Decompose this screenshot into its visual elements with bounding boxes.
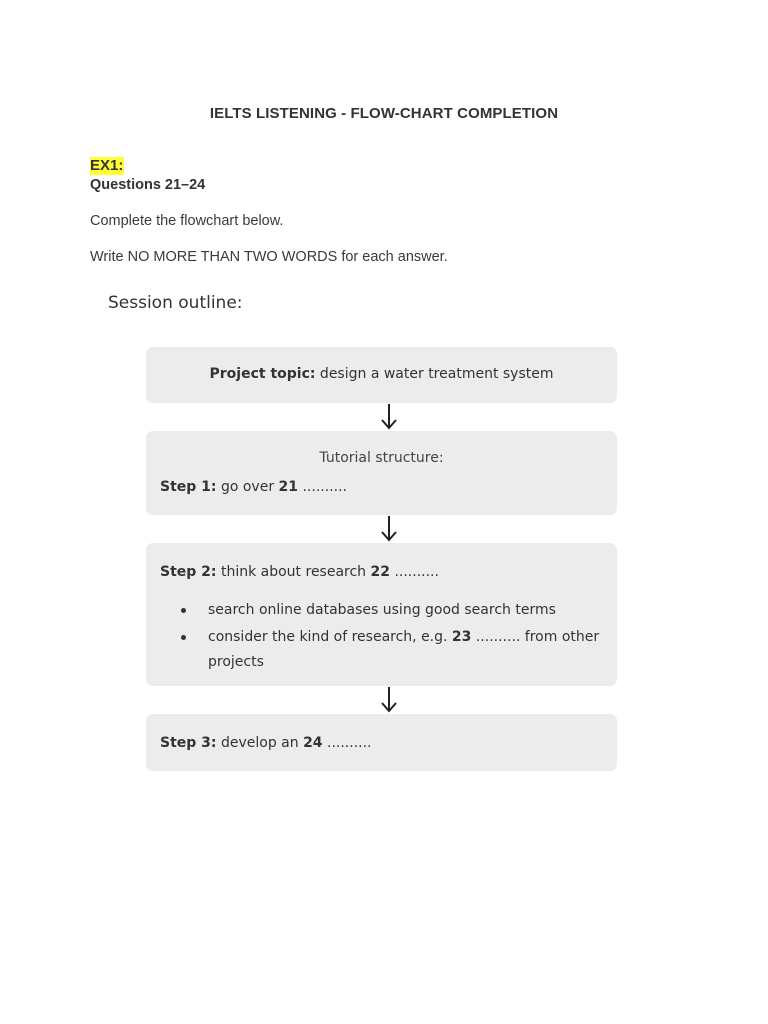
arrow-down-icon [380,515,398,543]
step-2-bullet-list [146,598,617,677]
page-title: IELTS LISTENING - FLOW-CHART COMPLETION [209,105,559,122]
flowchart-box-tutorial-structure [146,431,617,515]
project-topic-label: Project topic: [209,366,316,382]
step-3-text: develop an [216,735,304,751]
question-21-blank: .......... [298,479,347,495]
arrow-down-icon [380,403,398,431]
bullet-icon [181,635,186,640]
project-topic-line [146,366,617,382]
step-2-line [160,564,439,580]
step-3-line [160,735,372,751]
step-2-label: Step 2: [160,564,217,580]
bullet-icon [181,608,186,613]
flowchart-box-project-topic [146,347,617,403]
step-1-text: go over [216,479,279,495]
list-item [146,598,617,623]
step-1-label: Step 1: [160,479,217,495]
step-1-line [160,479,347,495]
question-22-number: 22 [370,564,390,580]
exercise-label: EX1: [90,157,124,174]
question-22-blank: .......... [390,564,439,580]
bullet-2-text-pre: consider the kind of research, e.g. [208,629,452,645]
arrow-down-icon [380,686,398,714]
instruction-word-limit: Write NO MORE THAN TWO WORDS for each answer. [90,249,448,265]
bullet-2-text-post: .......... from other projects [208,629,600,670]
tutorial-structure-heading: Tutorial structure: [319,450,444,466]
flowchart-box-step-2 [146,543,617,686]
questions-heading: Questions 21–24 [90,177,206,193]
list-item [146,625,617,675]
question-24-blank: .......... [322,735,372,751]
flowchart-box-step-3 [146,714,617,771]
step-3-label: Step 3: [160,735,217,751]
bullet-1-text: search online databases using good search terms [208,602,556,618]
step-2-text: think about research [216,564,371,580]
session-outline-title: Session outline: [108,293,243,313]
project-topic-text: design a water treatment system [315,366,554,382]
instruction-complete: Complete the flowchart below. [90,213,284,229]
question-24-number: 24 [303,735,323,751]
question-21-number: 21 [278,479,299,495]
question-23-number: 23 [451,629,472,645]
